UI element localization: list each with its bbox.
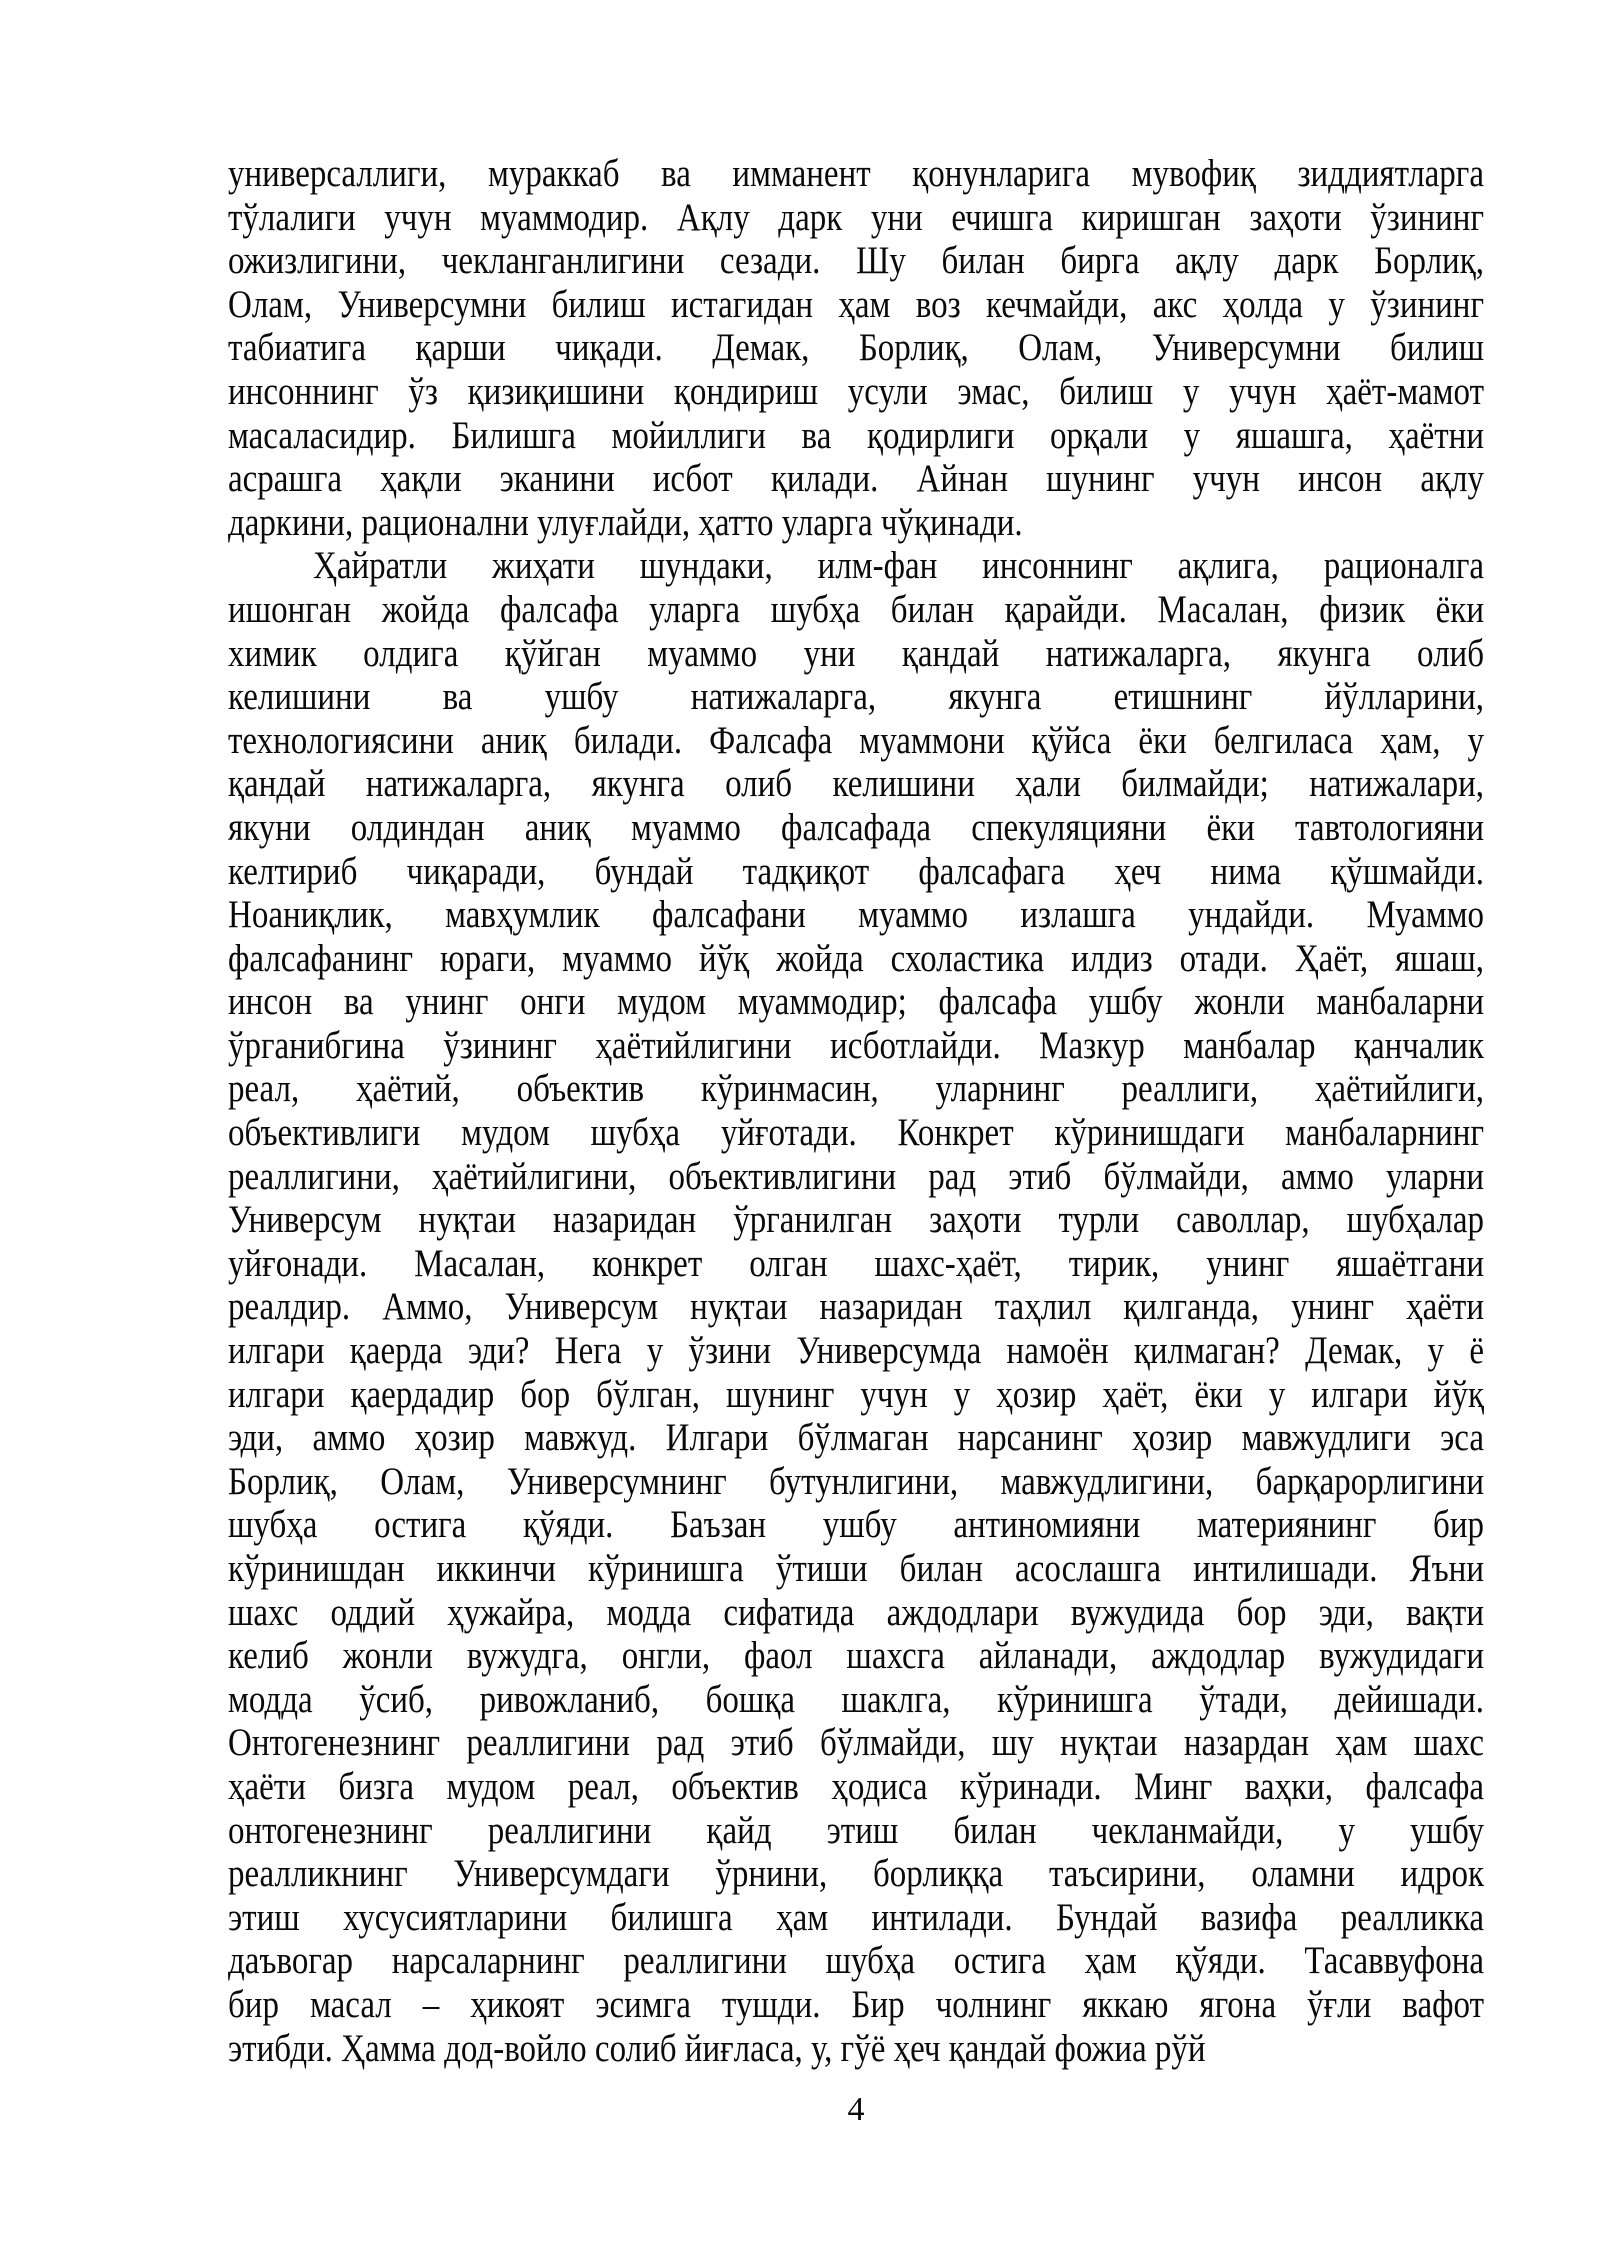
- text-line: ўрганибгина ўзининг ҳаётийлигини исботлайди. Мазкур манбалар қанчалик: [228, 1024, 1484, 1068]
- text-line: асрашга ҳақли эканини исбот қилади. Айнан шунинг учун инсон ақлу: [228, 457, 1484, 501]
- text-line: Борлиқ, Олам, Универсумнинг бутунлигини, мавжудлигини, барқарорлигини: [228, 1460, 1484, 1504]
- text-line: табиатига қарши чиқади. Демак, Борлиқ, Олам, Универсумни билиш: [228, 326, 1484, 370]
- text-line: реал, ҳаётий, объектив кўринмасин, уларнинг реаллиги, ҳаётийлиги,: [228, 1067, 1484, 1111]
- text-line: реалдир. Аммо, Универсум нуқтаи назаридан таҳлил қилганда, унинг ҳаёти: [228, 1285, 1484, 1329]
- text-line: ожизлигини, чекланганлигини сезади. Шу билан бирга ақлу дарк Борлиқ,: [228, 239, 1484, 283]
- text-line: шубҳа остига қўяди. Баъзан ушбу антиномияни материянинг бир: [228, 1503, 1484, 1547]
- text-line: этибди. Ҳамма дод-войло солиб йиғласа, у, гўё ҳеч қандай фожиа рўй: [228, 2026, 1206, 2070]
- text-line: тўлалиги учун муаммодир. Ақлу дарк уни ечишга киришган заҳоти ўзининг: [228, 195, 1484, 240]
- page-number: 4: [847, 2091, 865, 2128]
- text-line: уйғонади. Масалан, конкрет олган шахс-ҳаёт, тирик, унинг яшаётгани: [228, 1242, 1484, 1286]
- text-line: фалсафанинг юраги, муаммо йўқ жойда схоластика илдиз отади. Ҳаёт, яшаш,: [228, 936, 1484, 981]
- text-line: онтогенезнинг реаллигини қайд этиш билан чекланмайди, у ушбу: [228, 1808, 1484, 1853]
- text-line: технологиясини аниқ билади. Фалсафа муаммони қўйса ёки белгиласа ҳам, у: [228, 718, 1484, 763]
- text-line: универсаллиги, мураккаб ва имманент қонунларига мувофиқ зиддиятларга: [228, 152, 1484, 196]
- text-line: якуни олдиндан аниқ муаммо фалсафада спекуляцияни ёки тавтологияни: [228, 806, 1484, 850]
- text-line: Олам, Универсумни билиш истагидан ҳам воз кечмайди, акс ҳолда у ўзининг: [228, 283, 1484, 327]
- text-line: этиш хусусиятларини билишга ҳам интилади. Бундай вазифа реалликка: [228, 1895, 1484, 1940]
- text-line: эди, аммо ҳозир мавжуд. Илгари бўлмаган нарсанинг ҳозир мавжудлиги эса: [228, 1416, 1484, 1460]
- text-line: Ҳайратли жиҳати шундаки, илм-фан инсоннинг ақлига, рационалга: [313, 544, 1484, 588]
- text-line: келишини ва ушбу натижаларга, якунга етишнинг йўлларини,: [228, 675, 1484, 719]
- text-line: келтириб чиқаради, бундай тадқиқот фалсафага ҳеч нима қўшмайди.: [228, 849, 1484, 893]
- body-text: [228, 153, 1484, 2071]
- text-line: инсон ва унинг онги мудом муаммодир; фалсафа ушбу жонли манбаларни: [228, 980, 1484, 1024]
- text-line: бир масал – ҳикоят эсимга тушди. Бир чолнинг яккаю ягона ўғли вафот: [228, 1983, 1484, 2027]
- text-line: кўринишдан иккинчи кўринишга ўтиши билан асослашга интилишади. Яъни: [228, 1547, 1484, 1591]
- text-line: шахс оддий ҳужайра, модда сифатида аждодлари вужудида бор эди, вақти: [228, 1590, 1484, 1635]
- text-line: химик олдига қўйган муаммо уни қандай натижаларга, якунга олиб: [228, 631, 1484, 675]
- text-line: объективлиги мудом шубҳа уйғотади. Конкрет кўринишдаги манбаларнинг: [228, 1111, 1484, 1155]
- text-line: даъвогар нарсаларнинг реаллигини шубҳа остига ҳам қўяди. Тасаввуфона: [228, 1939, 1484, 1983]
- text-line: масаласидир. Билишга мойиллиги ва қодирлиги орқали у яшашга, ҳаётни: [228, 413, 1484, 458]
- text-line: келиб жонли вужудга, онгли, фаол шахсга айланади, аждодлар вужудидаги: [228, 1634, 1484, 1678]
- text-line: реалликнинг Универсумдаги ўрнини, борлиққа таъсирини, оламни идрок: [228, 1852, 1484, 1896]
- text-line: Универсум нуқтаи назаридан ўрганилган заҳоти турли саволлар, шубҳалар: [228, 1198, 1484, 1242]
- text-line: илгари қаерда эди? Нега у ўзини Универсумда намоён қилмаган? Демак, у ё: [228, 1329, 1484, 1373]
- text-line: Онтогенезнинг реаллигини рад этиб бўлмайди, шу нуқтаи назардан ҳам шахс: [228, 1721, 1484, 1765]
- text-line: ҳаёти бизга мудом реал, объектив ҳодиса кўринади. Минг ваҳки, фалсафа: [228, 1765, 1484, 1809]
- text-line: реаллигини, ҳаётийлигини, объективлигини рад этиб бўлмайди, аммо уларни: [228, 1154, 1484, 1199]
- text-line: илгари қаердадир бор бўлган, шунинг учун у ҳозир ҳаёт, ёки у илгари йўқ: [228, 1372, 1484, 1417]
- text-line: ишонган жойда фалсафа уларга шубҳа билан қарайди. Масалан, физик ёки: [228, 588, 1484, 632]
- text-line: даркини, рационални улуғлайди, ҳатто уларга чўқинади.: [228, 500, 1023, 545]
- text-line: инсоннинг ўз қизиқишини қондириш усули эмас, билиш у учун ҳаёт-мамот: [228, 370, 1484, 414]
- text-line: қандай натижаларга, якунга олиб келишини ҳали билмайди; натижалари,: [228, 762, 1484, 806]
- text-line: Ноаниқлик, мавҳумлик фалсафани муаммо излашга ундайди. Муаммо: [228, 893, 1484, 937]
- text-line: модда ўсиб, ривожланиб, бошқа шаклга, кўринишга ўтади, дейишади.: [228, 1678, 1484, 1722]
